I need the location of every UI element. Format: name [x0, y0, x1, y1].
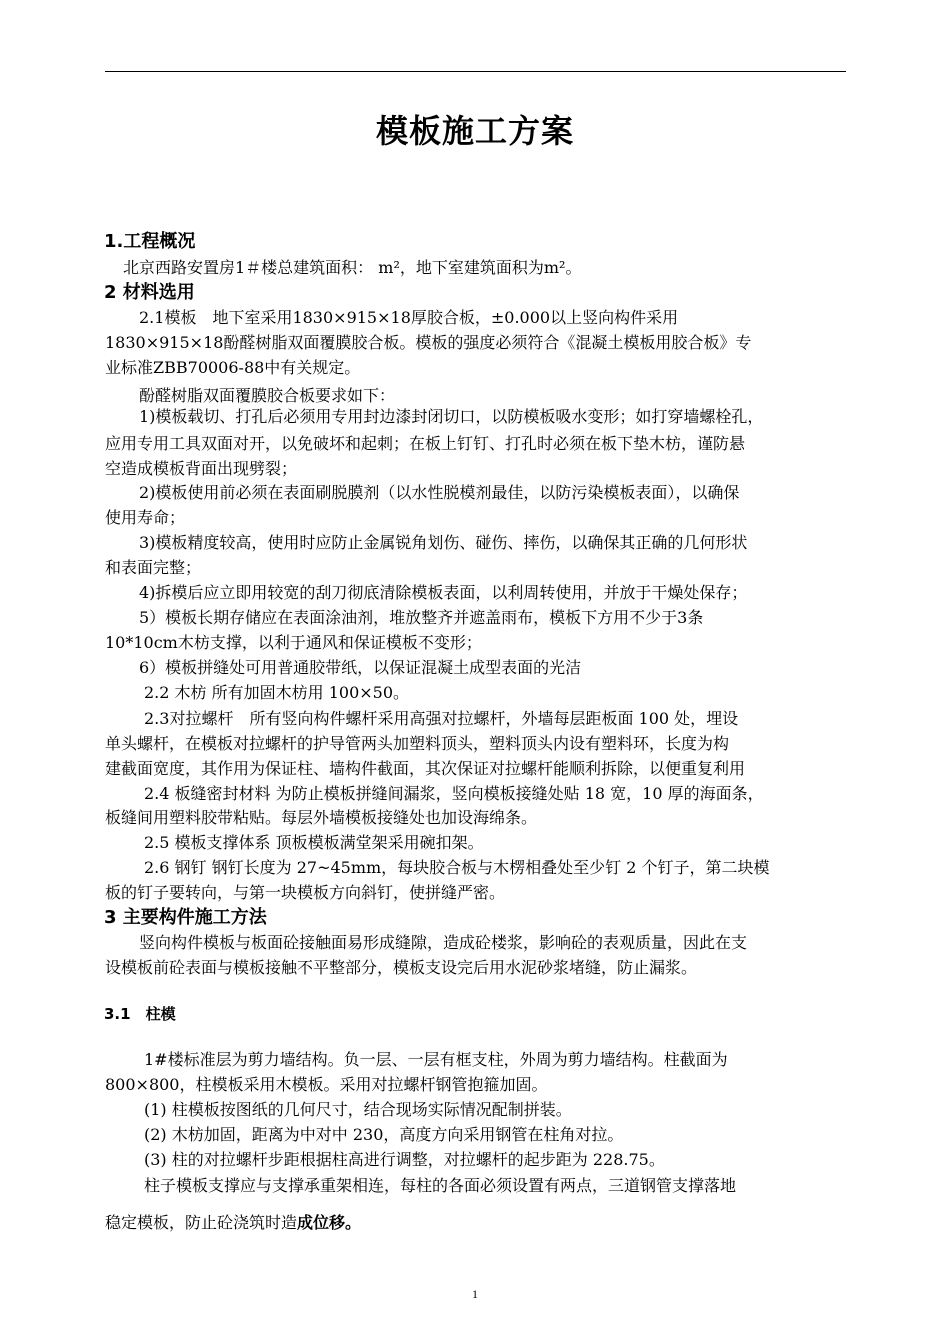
paragraph-line: 10*10cm木枋支撑，以利于通风和保证模板不变形；	[105, 633, 482, 652]
paragraph-line: 2.3对拉螺杆 所有竖向构件螺杆采用高强对拉螺杆，外墙每层距板面 100 处，埋设	[144, 709, 739, 728]
paragraph-line: 800×800，柱模板采用木模板。采用对拉螺杆钢管抱箍加固。	[105, 1075, 548, 1094]
paragraph-line: 板缝间用塑料胶带粘贴。每层外墙模板接缝处也加设海绵条。	[105, 808, 538, 827]
paragraph-line: 1830×915×18酚醛树脂双面覆膜胶合板。模板的强度必须符合《混凝土模板用胶合板》专	[105, 333, 752, 352]
list-item: (2) 木枋加固，距离为中对中 230，高度方向采用钢管在柱角对拉。	[144, 1125, 624, 1144]
paragraph-line: 应用专用工具双面对开，以免破坏和起刺；在板上钉钉、打孔时必须在板下垫木枋，谨防悬	[105, 434, 746, 453]
paragraph-line: 北京西路安置房1＃楼总建筑面积： m²，地下室建筑面积为m²。	[123, 258, 582, 277]
paragraph-line: 板的钉子要转向，与第一块模板方向斜钉，使拼缝严密。	[105, 883, 506, 902]
paragraph-line: 使用寿命；	[105, 508, 186, 527]
page-number: 1	[472, 1287, 478, 1301]
header-rule	[105, 71, 846, 72]
paragraph-line: 1)模板载切、打孔后必须用专用封边漆封闭切口，以防模板吸水变形；如打穿墙螺栓孔，	[139, 407, 764, 426]
paragraph-line: 2.5 模板支撑体系 顶板模板满堂架采用碗扣架。	[144, 833, 484, 852]
section-heading: 2 材料选用	[104, 282, 195, 303]
page-title: 模板施工方案	[375, 112, 574, 150]
paragraph-line: 6）模板拼缝处可用普通胶带纸，以保证混凝土成型表面的光洁	[139, 658, 582, 677]
list-item: (1) 柱模板按图纸的几何尺寸，结合现场实际情况配制拼装。	[144, 1100, 572, 1119]
paragraph-line: 柱子模板支撑应与支撑承重架相连，每柱的各面必须设置有两点，三道钢管支撑落地	[144, 1176, 737, 1195]
paragraph-line: 1#楼标准层为剪力墙结构。负一层、一层有框支柱，外周为剪力墙结构。柱截面为	[144, 1050, 728, 1069]
paragraph-line: 2)模板使用前必须在表面刷脱膜剂（以水性脱模剂最佳，以防污染模板表面），以确保	[139, 483, 740, 502]
paragraph-line: 和表面完整；	[105, 558, 202, 577]
section-heading: 3 主要构件施工方法	[104, 907, 267, 928]
paragraph-line: 2.6 钢钉 钢钉长度为 27~45mm，每块胶合板与木楞相叠处至少钉 2 个钉子，第二块模	[144, 858, 770, 877]
subsection-heading: 3.1 柱模	[104, 1005, 176, 1023]
paragraph-text: 稳定模板，防止砼浇筑时造	[105, 1213, 298, 1232]
paragraph-line: 建截面宽度，其作用为保证柱、墙构件截面，其次保证对拉螺杆能顺利拆除，以便重复利用	[105, 759, 746, 778]
paragraph-line: 3)模板精度较高，使用时应防止金属锐角划伤、碰伤、摔伤，以确保其正确的几何形状	[139, 533, 748, 552]
paragraph-line: 单头螺杆，在模板对拉螺杆的护导管两头加塑料顶头，塑料顶头内设有塑料环，长度为构	[105, 734, 730, 753]
paragraph-line: 4)拆模后应立即用较宽的刮刀彻底清除模板表面，以利周转使用，并放于干燥处保存；	[139, 583, 748, 602]
paragraph-line: 设模板前砼表面与模板接触不平整部分，模板支设完后用水泥砂浆堵缝，防止漏浆。	[105, 958, 698, 977]
paragraph-line: 空造成模板背面出现劈裂；	[105, 459, 298, 478]
paragraph-line: 5）模板长期存储应在表面涂油剂，堆放整齐并遮盖雨布，模板下方用不少于3条	[139, 608, 704, 627]
paragraph-line: 业标准ZBB70006-88中有关规定。	[105, 358, 361, 377]
section-heading: 1.工程概况	[104, 231, 196, 252]
emphasis-text: 成位移。	[297, 1213, 362, 1232]
list-item: (3) 柱的对拉螺杆步距根据柱高进行调整，对拉螺杆的起步距为 228.75。	[144, 1150, 665, 1169]
paragraph-line: 2.1模板 地下室采用1830×915×18厚胶合板，±0.000以上竖向构件采用	[139, 308, 679, 327]
paragraph-line: 酚醛树脂双面覆膜胶合板要求如下：	[139, 386, 396, 405]
paragraph-line: 2.4 板缝密封材料 为防止模板拼缝间漏浆，竖向模板接缝处贴 18 宽，10 厚的海面条，	[144, 784, 764, 803]
paragraph-line: 竖向构件模板与板面砼接触面易形成缝隙，造成砼楼浆，影响砼的表观质量，因此在支	[139, 933, 748, 952]
paragraph-line: 2.2 木枋 所有加固木枋用 100×50。	[144, 683, 410, 702]
paragraph-line	[105, 1211, 361, 1235]
